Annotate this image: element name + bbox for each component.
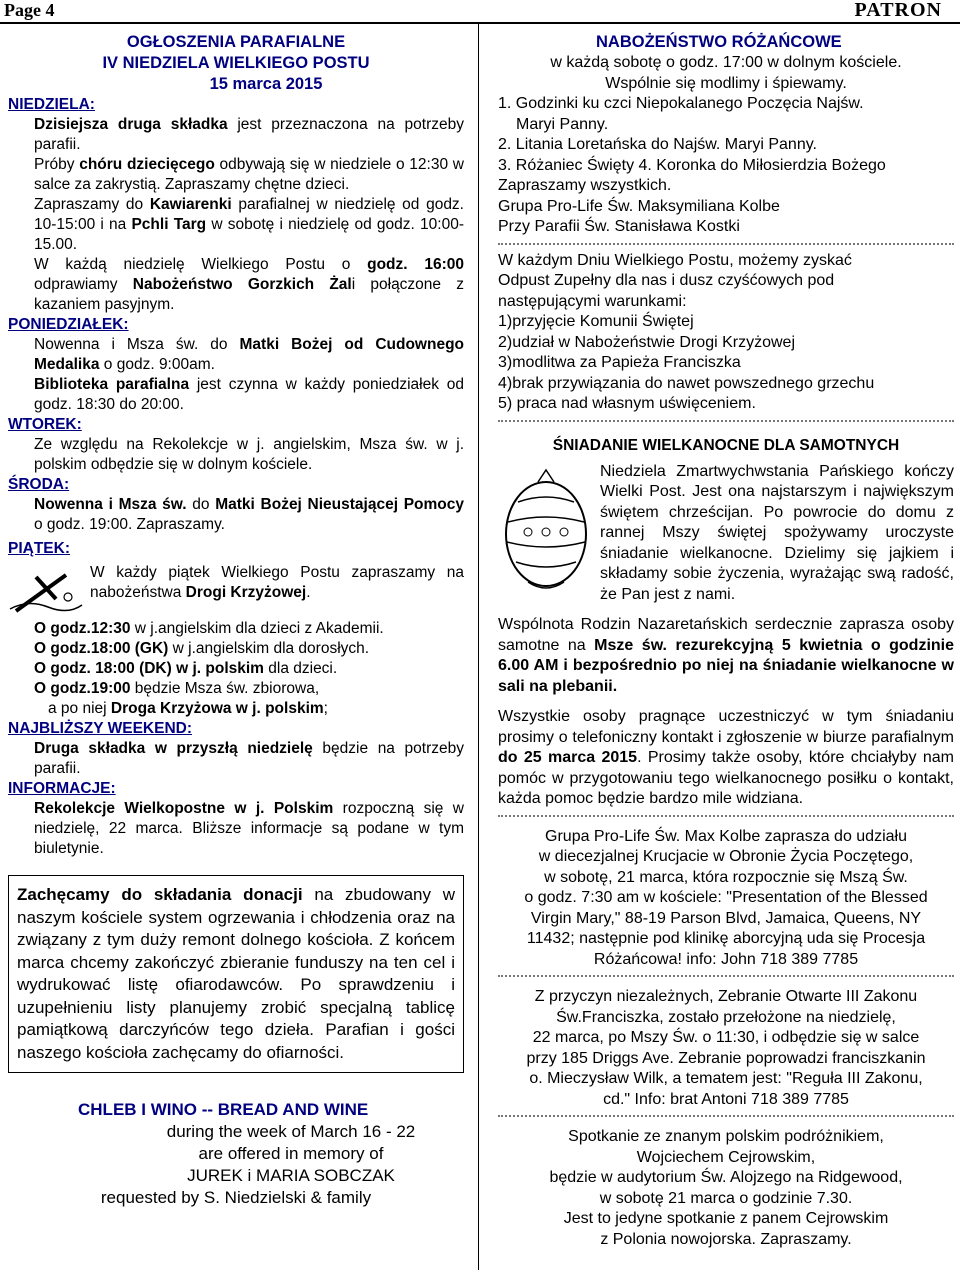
- donation-box-lead: Zachęcamy do składania donacji: [17, 885, 303, 904]
- franciscan-line-3: 22 marca, po Mszy Św. o 11:30, i odbędzie się w salce: [532, 1029, 920, 1046]
- donation-box: [8, 875, 464, 1073]
- tuesday-note: Ze względu na Rekolekcje w j. angielskim, Msza św. w j. polskim odbędzie się w dolnym kościele.: [34, 436, 464, 473]
- prolife-line-5: Virgin Mary," 88-19 Parson Blvd, Jamaica, Queens, NY: [530, 909, 922, 927]
- rosary-line-1: w każdą sobotę o godz. 17:00 w dolnym kościele.: [550, 54, 902, 71]
- friday-line-1: O godz.12:30 w j.angielskim dla dzieci z Akademii.: [34, 620, 384, 637]
- sunday-heading: NIEDZIELA:: [8, 96, 95, 113]
- traveler-line-5: Jest to jedyne spotkanie z panem Cejrowskim: [563, 1210, 889, 1227]
- traveler-line-4: w sobotę 21 marca o godzinie 7.30.: [599, 1189, 853, 1207]
- indulgence-line-2: Odpust Zupełny dla nas i dusz czyśćowych pod: [498, 272, 835, 289]
- title-line-1: OGŁOSZENIA PARAFIALNE: [126, 33, 346, 51]
- indulgence-line-4: 1)przyjęcie Komunii Świętej: [498, 313, 694, 330]
- weekend-heading: NAJBLIŻSZY WEEKEND:: [8, 720, 193, 737]
- cafe-note: Zapraszamy do Kawiarenki parafialnej w niedzielę od godz. 10-15:00 i na Pchli Targ w sobotę i niedzielę od godz. 10:00-15.00.: [34, 196, 464, 253]
- indulgence-line-3: następującymi warunkami:: [498, 292, 687, 310]
- monday-novena-note: Nowenna i Msza św. do Matki Bożej od Cudownego Medalika o godz. 9:00am.: [34, 336, 465, 373]
- announcements-title: [8, 32, 464, 95]
- retreat-note: Rekolekcje Wielkopostne w j. Polskim rozpoczną się w niedzielę, 22 marca. Bliższe informacje są podane w tym biuletynie.: [34, 800, 464, 857]
- rosary-title: NABOŻEŃSTWO RÓŻAŃCOWE: [596, 33, 842, 51]
- friday-heading: PIĄTEK:: [8, 540, 70, 557]
- rosary-line-4: Maryi Panny.: [516, 115, 609, 133]
- easter-paragraph-3: Wszystkie osoby pragnące uczestniczyć w tym śniadaniu prosimy o telefoniczny kontakt i zgłoszenie w biurze parafialnym do 25 marca 2015. Prosimy także osoby, które chciałyby nam pomóc w przygotowaniu tego wielkanocnego posiłku o kontakt, każda pomoc będzie bardzo mile widziana.: [498, 708, 955, 807]
- franciscan-line-4: przy 185 Driggs Ave. Zebranie poprowadzi franciszkanin: [526, 1049, 926, 1067]
- indulgence-block: [498, 251, 954, 415]
- franciscan-block: [498, 987, 954, 1110]
- franciscan-line-1: Z przyczyn niezależnych, Zebranie Otwarte III Zakonu: [534, 988, 918, 1005]
- rosary-line-2: Wspólnie się modlimy i śpiewamy.: [605, 74, 847, 92]
- rosary-line-8: Grupa Pro-Life Św. Maksymiliana Kolbe: [498, 197, 780, 215]
- prolife-line-6: 11432; następnie pod klinikę aborcyjną uda się Procesja: [526, 930, 926, 947]
- right-column: [498, 32, 954, 1250]
- rosary-line-3: 1. Godzinki ku czci Niepokalanego Poczęcia Najśw.: [498, 95, 864, 112]
- donation-box-text: na zbudowany w naszym kościele system ogrzewania i chłodzenia oraz na związany z tym duży remont dolnego kościoła. Z końcem marca chcemy zakończyć zbieranie funduszy na ten cel i wydrukować listę ofiarodawców. Po sprawdzeniu i uzupełnieniu listy planujemy zrobić specjalną tablicę pamiątkową darczyńców tego dzieła. Parafian i gości naszego kościoła zachęcamy do ofiarności.: [17, 885, 455, 1062]
- bread-wine-line-2: are offered in memory of: [198, 1144, 384, 1163]
- publication-name: PATRON: [854, 0, 942, 21]
- friday-block: [8, 563, 464, 613]
- indulgence-line-7: 4)brak przywiązania do nawet powszednego grzechu: [498, 374, 875, 392]
- tuesday-heading: WTOREK:: [8, 416, 82, 433]
- easter-paragraph-1: Niedziela Zmartwychwstania Pańskiego kończy Wielki Post. Jest ona najstarszym i największym świętem chrześcijan. Po powrocie do domu z rannej Mszy świętej spożywamy uroczyste śniadanie wielkanocne. Dzielimy się jajkiem i składamy sobie życzenia, wyrażając swą radość, że Pan jest z nami.: [600, 462, 954, 603]
- friday-way-of-cross-note: W każdy piątek Wielkiego Postu zapraszamy na nabożeństwa Drogi Krzyżowej.: [90, 564, 464, 601]
- separator: [498, 243, 954, 245]
- separator: [498, 975, 954, 977]
- bread-wine-line-4: requested by S. Niedzielski & family: [100, 1188, 372, 1207]
- rosary-line-9: Przy Parafii Św. Stanisława Kostki: [498, 218, 740, 235]
- traveler-line-3: będzie w audytorium Św. Alojzego na Ridgewood,: [549, 1169, 903, 1186]
- wednesday-note: Nowenna i Msza św. do Matki Bożej Nieustającej Pomocy o godz. 19:00. Zapraszamy.: [34, 496, 465, 533]
- separator: [498, 420, 954, 422]
- choir-note: Próby chóru dziecięcego odbywają się w niedziele o 12:30 w salce za zakrystią. Zapraszamy chętne dzieci.: [34, 156, 464, 193]
- prolife-line-4: o godz. 7:30 am w kościele: "Presentation of the Blessed: [524, 889, 928, 906]
- prolife-line-3: w sobotę, 21 marca, która rozpocznie się Mszą Św.: [544, 868, 908, 886]
- separator: [498, 1115, 954, 1117]
- weekend-note: Druga składka w przyszłą niedzielę będzie na potrzeby parafii.: [34, 740, 464, 777]
- easter-block: [498, 462, 954, 606]
- traveler-line-6: z Polonia nowojorska. Zapraszamy.: [600, 1230, 852, 1248]
- indulgence-line-8: 5) praca nad własnym uświęceniem.: [498, 395, 756, 412]
- bread-wine-title: CHLEB I WINO -- BREAD AND WINE: [78, 1100, 369, 1119]
- bread-wine-line-3: JUREK i MARIA SOBCZAK: [187, 1166, 395, 1185]
- easter-breakfast-title: ŚNIADANIE WIELKANOCNE DLA SAMOTNYCH: [552, 436, 900, 454]
- traveler-line-2: Wojciechem Cejrowskim,: [636, 1148, 816, 1166]
- indulgence-line-1: W każdym Dniu Wielkiego Postu, możemy zyskać: [498, 251, 852, 269]
- bread-wine-notice: [8, 1099, 464, 1209]
- library-note: Biblioteka parafialna jest czynna w każdy poniedziałek od godz. 18:30 do 20:00.: [34, 376, 464, 413]
- friday-line-4: O godz.19:00 będzie Msza św. zbiorowa,: [34, 680, 320, 697]
- traveler-line-1: Spotkanie ze znanym polskim podróżnikiem,: [568, 1128, 884, 1145]
- cross-icon: [8, 569, 84, 613]
- left-column: [8, 32, 464, 1209]
- indulgence-line-5: 2)udział w Nabożeństwie Drogi Krzyżowej: [498, 333, 796, 351]
- franciscan-line-5: o. Mieczysław Wilk, a tematem jest: "Reguła III Zakonu,: [529, 1070, 923, 1087]
- easter-paragraph-2: Wspólnota Rodzin Nazaretańskich serdecznie zaprasza osoby samotne na Msze św. rezurekcyjną 5 kwietnia o godzinie 6.00 AM i bezpośrednio po niej na śniadanie wielkanocne w sali na plebanii.: [498, 616, 955, 695]
- traveler-block: [498, 1127, 954, 1250]
- info-heading: INFORMACJE:: [8, 780, 116, 797]
- column-divider: [478, 24, 479, 1270]
- title-line-2: IV NIEDZIELA WIELKIEGO POSTU: [102, 54, 370, 72]
- friday-line-2: O godz.18:00 (GK) w j.angielskim dla dorosłych.: [34, 640, 370, 657]
- separator: [498, 815, 954, 817]
- rosary-line-5: 2. Litania Loretańska do Najśw. Maryi Panny.: [498, 136, 817, 153]
- title-date: 15 marca 2015: [209, 75, 323, 93]
- lenten-lamentations-note: W każdą niedzielę Wielkiego Postu o godz. 16:00 odprawiamy Nabożeństwo Gorzkich Żali połączone z kazaniem pasyjnym.: [34, 256, 464, 313]
- franciscan-line-2: Św.Franciszka, zostało przełożone na niedzielę,: [556, 1008, 896, 1026]
- rosary-line-6: 3. Różaniec Święty 4. Koronka do Miłosierdzia Bożego: [498, 156, 886, 174]
- wednesday-heading: ŚRODA:: [8, 476, 70, 493]
- page-header: [0, 0, 960, 24]
- prolife-line-1: Grupa Pro-Life Św. Max Kolbe zaprasza do udziału: [545, 827, 907, 845]
- prolife-line-7: Różańcowa! info: John 718 389 7785: [593, 950, 859, 968]
- bread-wine-line-1: during the week of March 16 - 22: [166, 1122, 416, 1141]
- easter-egg-icon: [498, 462, 594, 602]
- friday-schedule: [8, 619, 464, 719]
- franciscan-line-6: cd." Info: brat Antoni 718 389 7785: [603, 1090, 849, 1108]
- sunday-collection-note: Dzisiejsza druga składka jest przeznaczona na potrzeby parafii.: [34, 116, 464, 153]
- rosary-line-7: Zapraszamy wszystkich.: [498, 177, 672, 194]
- rosary-block: [498, 53, 954, 238]
- page-number: Page 4: [4, 0, 55, 20]
- prolife-block: [498, 827, 954, 971]
- indulgence-line-6: 3)modlitwa za Papieża Franciszka: [498, 354, 741, 371]
- friday-line-5: a po niej Droga Krzyżowa w j. polskim;: [48, 700, 328, 717]
- prolife-line-2: w diecezjalnej Krucjacie w Obronie Życia Poczętego,: [538, 848, 914, 865]
- friday-line-3: O godz. 18:00 (DK) w j. polskim dla dzieci.: [34, 660, 338, 677]
- monday-heading: PONIEDZIAŁEK:: [8, 316, 129, 333]
